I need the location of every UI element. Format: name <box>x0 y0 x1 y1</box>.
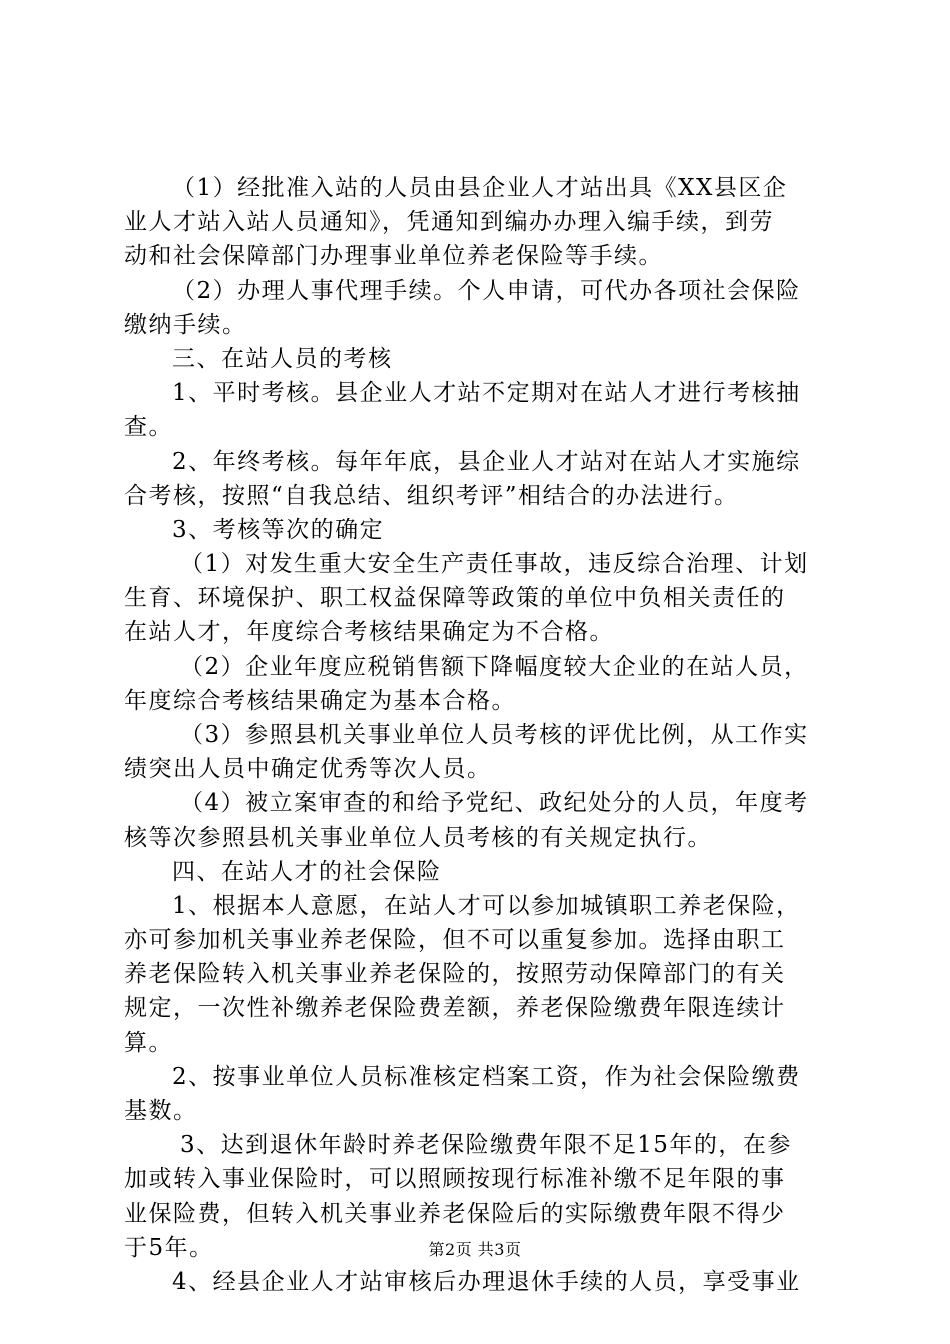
paragraph-line: 算。 <box>124 1030 173 1056</box>
paragraph-line: 4、经县企业人才站审核后办理退休手续的人员，享受事业 <box>172 1269 801 1295</box>
paragraph-line: 缴纳手续。 <box>124 312 247 338</box>
paragraph-line: （4）被立案审查的和给予党纪、政纪处分的人员，年度考 <box>180 790 809 816</box>
paragraph-line: （3）参照县机关事业单位人员考核的评优比例，从工作实 <box>180 722 809 748</box>
paragraph-line: 养老保险转入机关事业养老保险的，按照劳动保障部门的有关 <box>124 961 786 987</box>
section-heading: 四、在站人才的社会保险 <box>172 859 442 885</box>
paragraph-line: 1、平时考核。县企业人才站不定期对在站人才进行考核抽 <box>172 380 801 406</box>
paragraph-line: 加或转入事业保险时，可以照顾按现行标准补缴不足年限的事 <box>124 1166 786 1192</box>
paragraph-line: （2）办理人事代理手续。个人申请，可代办各项社会保险 <box>172 278 801 304</box>
paragraph-line: 基数。 <box>124 1098 198 1124</box>
paragraph-line: 2、年终考核。每年年底，县企业人才站对在站人才实施综 <box>172 449 801 475</box>
page-number-footer: 第2页 共3页 <box>428 1240 522 1259</box>
paragraph-line: 在站人才，年度综合考核结果确定为不合格。 <box>124 619 614 645</box>
paragraph-line: 于5年。 <box>124 1235 214 1261</box>
paragraph-line: 年度综合考核结果确定为基本合格。 <box>124 688 516 714</box>
subsection-heading: 3、考核等次的确定 <box>172 517 385 543</box>
paragraph-line: 绩突出人员中确定优秀等次人员。 <box>124 756 492 782</box>
paragraph-line: 2、按事业单位人员标准核定档案工资，作为社会保险缴费 <box>172 1064 801 1090</box>
paragraph-line: 生育、环境保护、职工权益保障等政策的单位中负相关责任的 <box>124 585 786 611</box>
paragraph-line: 业保险费，但转入机关事业养老保险后的实际缴费年限不得少 <box>124 1201 786 1227</box>
section-heading: 三、在站人员的考核 <box>172 346 393 372</box>
paragraph-line: 1、根据本人意愿，在站人才可以参加城镇职工养老保险， <box>172 893 801 919</box>
paragraph-line: （1）经批准入站的人员由县企业人才站出具《XX县区企 <box>172 175 788 201</box>
paragraph-line: （1）对发生重大安全生产责任事故，违反综合治理、计划 <box>180 551 809 577</box>
paragraph-line: 3、达到退休年龄时养老保险缴费年限不足15年的，在参 <box>180 1132 792 1158</box>
paragraph-line: 规定，一次性补缴养老保险费差额，养老保险缴费年限连续计 <box>124 995 786 1021</box>
paragraph-line: 合考核，按照“自我总结、组织考评”相结合的办法进行。 <box>124 483 739 509</box>
paragraph-line: 查。 <box>124 414 173 440</box>
paragraph-line: 核等次参照县机关事业单位人员考核的有关规定执行。 <box>124 825 712 851</box>
paragraph-line: 业人才站入站人员通知》，凭通知到编办办理入编手续，到劳 <box>124 209 774 235</box>
paragraph-line: 亦可参加机关事业养老保险，但不可以重复参加。选择由职工 <box>124 927 786 953</box>
paragraph-line: （2）企业年度应税销售额下降幅度较大企业的在站人员， <box>180 654 809 680</box>
paragraph-line: 动和社会保障部门办理事业单位养老保险等手续。 <box>124 243 663 269</box>
